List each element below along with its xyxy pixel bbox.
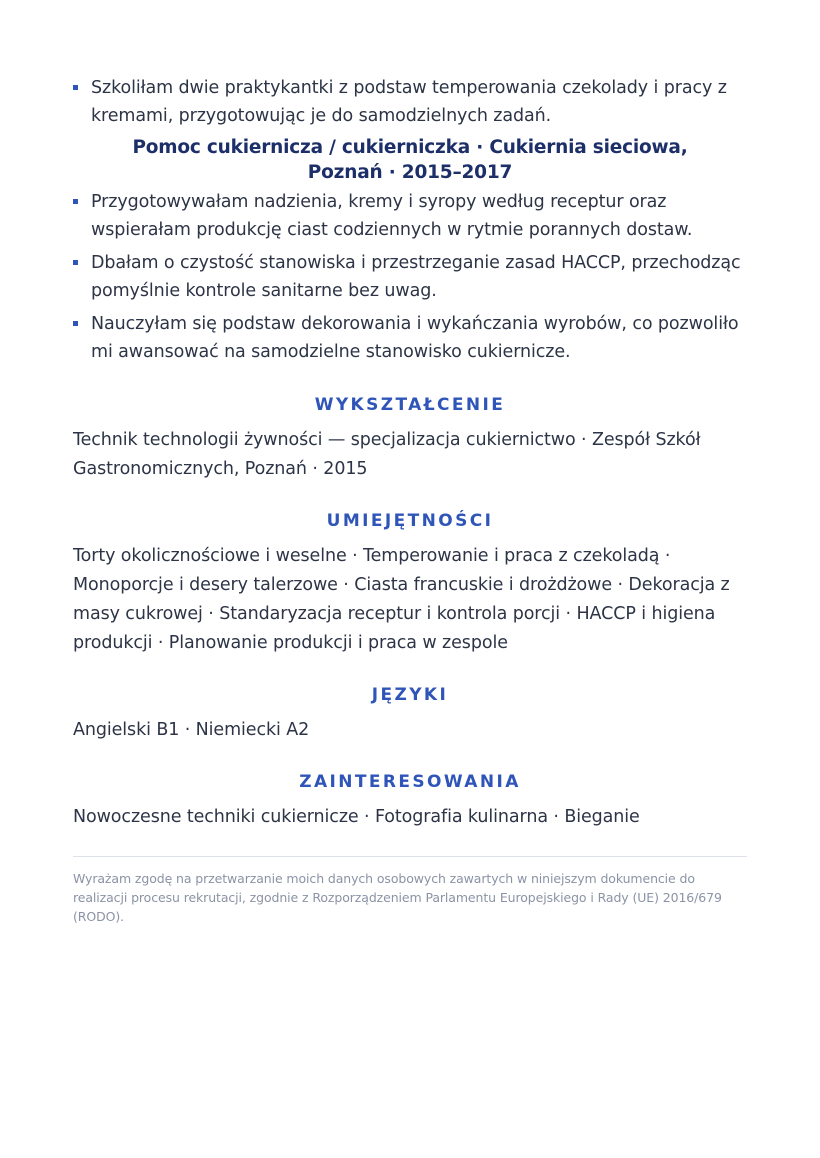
bullet-text: Szkoliłam dwie praktykantki z podstaw temperowania czekolady i pracy z kremami, przygotowując je do samodzielnych zadań.: [91, 78, 727, 126]
languages-text: Angielski B1 · Niemiecki A2: [73, 720, 310, 740]
bullet-text: Przygotowywałam nadzienia, kremy i syropy według receptur oraz wspierałam produkcję ciast codziennych w rytmie porannych dostaw.: [91, 192, 693, 240]
job-bullets: [73, 188, 747, 366]
bullet-item: [73, 188, 747, 244]
interests-heading: ZAINTERESOWANIA: [299, 772, 521, 792]
divider: [73, 856, 747, 857]
bullet-item: [73, 310, 747, 366]
bullet-item: [73, 249, 747, 305]
skills-heading: UMIEJĘTNOŚCI: [326, 511, 494, 531]
bullet-marker-icon: [73, 85, 78, 90]
bullet-marker-icon: [73, 199, 78, 204]
bullet-text: Nauczyłam się podstaw dekorowania i wykańczania wyrobów, co pozwoliło mi awansować na samodzielne stanowisko cukiernicze.: [91, 314, 739, 362]
previous-job-bullets: [73, 74, 747, 130]
skills-text: Torty okolicznościowe i weselne · Temperowanie i praca z czekoladą · Monoporcje i desery talerzowe · Ciasta francuskie i drożdżowe · Dekoracja z masy cukrowej · Standaryzacja receptur i kontrola porcji · HACCP i higiena produkcji · Planowanie produkcji i praca w zespole: [73, 546, 730, 653]
bullet-item: [73, 74, 747, 130]
languages-heading: JĘZYKI: [371, 685, 449, 705]
cv-content: [73, 74, 747, 926]
bullet-marker-icon: [73, 260, 78, 265]
bullet-text: Dbałam o czystość stanowiska i przestrzeganie zasad HACCP, przechodząc pomyślnie kontrole sanitarne bez uwag.: [91, 253, 741, 301]
job-title: Pomoc cukiernicza / cukierniczka · Cukiernia sieciowa, Poznań · 2015–2017: [132, 137, 688, 183]
interests-text: Nowoczesne techniki cukiernicze · Fotografia kulinarna · Bieganie: [73, 807, 640, 827]
gdpr-consent-clause: Wyrażam zgodę na przetwarzanie moich danych osobowych zawartych w niniejszym dokumencie do realizacji procesu rekrutacji, zgodnie z Rozporządzeniem Parlamentu Europejskiego i Rady (UE) 2016/679 (RODO).: [73, 871, 722, 924]
education-heading: WYKSZTAŁCENIE: [314, 395, 506, 415]
bullet-marker-icon: [73, 321, 78, 326]
education-text: Technik technologii żywności — specjalizacja cukiernictwo · Zespół Szkół Gastronomicznych, Poznań · 2015: [73, 430, 701, 479]
